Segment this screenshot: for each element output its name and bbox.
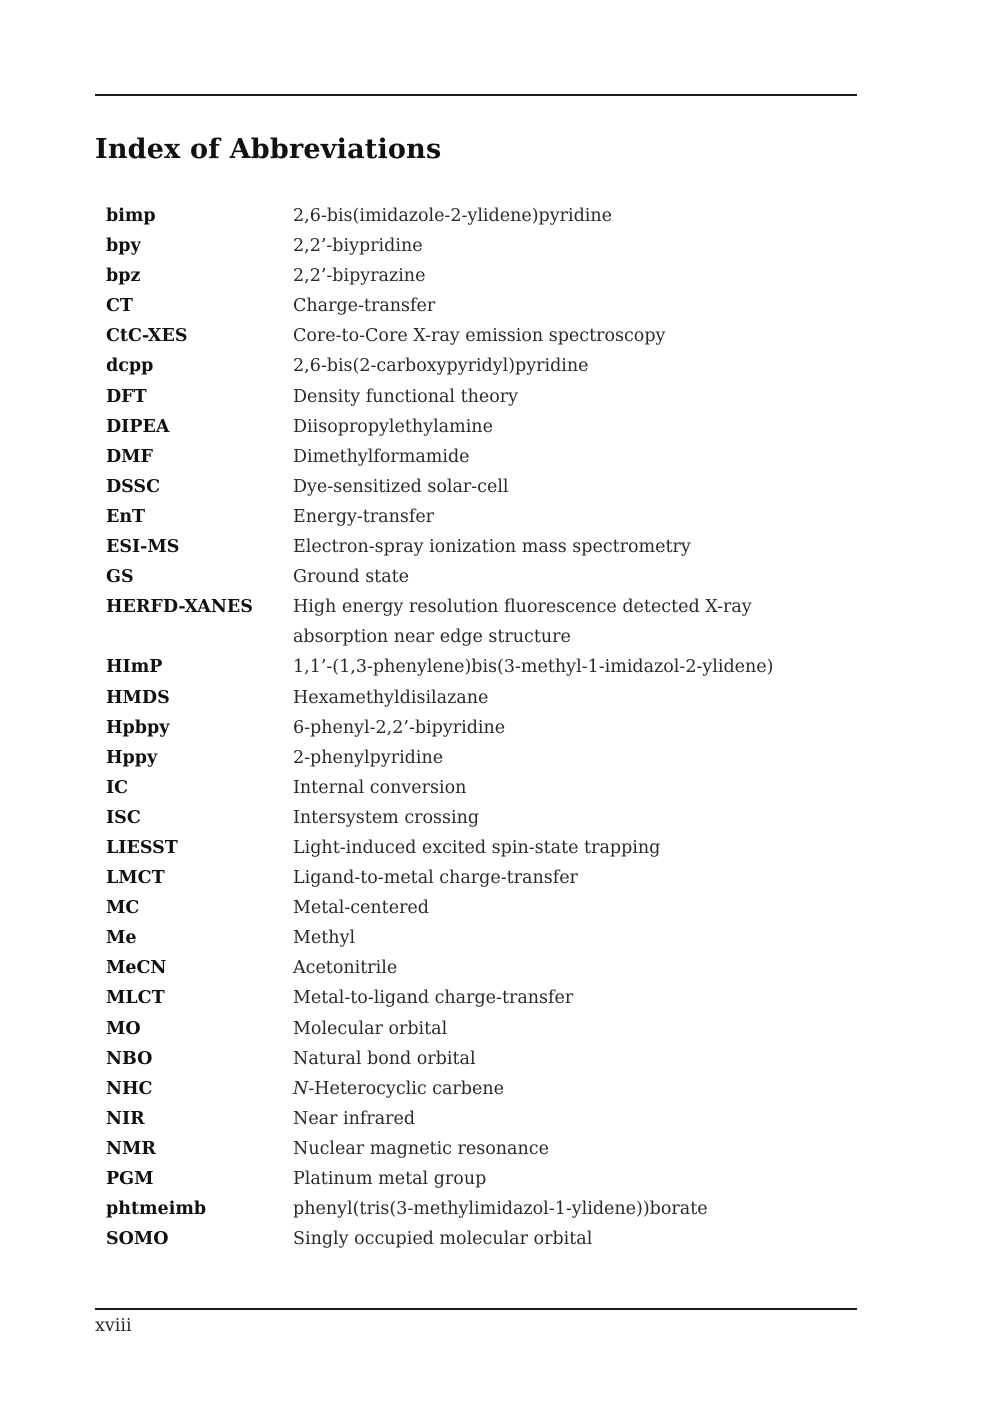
abbreviation: CtC-XES — [106, 326, 188, 347]
definition: Nuclear magnetic resonance — [293, 1138, 549, 1159]
list-item — [106, 532, 846, 562]
definition: 6-phenyl-2,2’-bipyridine — [293, 717, 506, 738]
definition: Internal conversion — [293, 777, 467, 798]
abbreviation: ISC — [106, 807, 141, 828]
list-item — [106, 442, 846, 472]
definition: Acetonitrile — [293, 958, 398, 979]
definition: Dimethylformamide — [293, 446, 470, 467]
list-item — [106, 1074, 846, 1104]
definition: 2,6-bis(imidazole-2-ylidene)pyridine — [293, 206, 613, 226]
list-item — [106, 743, 846, 773]
list-item — [106, 893, 846, 923]
abbreviation: NHC — [106, 1078, 153, 1099]
definition: Near infrared — [293, 1108, 416, 1129]
definition: Density functional theory — [293, 386, 519, 407]
definition: Metal-to-ligand charge-transfer — [293, 988, 574, 1009]
list-item — [106, 412, 846, 442]
header-rule — [95, 94, 857, 96]
list-item — [106, 472, 846, 502]
abbreviation: DSSC — [106, 476, 160, 497]
definition: Energy-transfer — [293, 506, 435, 527]
list-item — [106, 803, 846, 833]
definition-text: -Heterocyclic carbene — [308, 1078, 504, 1099]
footer-rule — [95, 1308, 857, 1310]
abbreviation: Hppy — [106, 747, 158, 768]
list-item — [106, 773, 846, 803]
list-item — [106, 923, 846, 953]
list-item — [106, 321, 846, 351]
list-item — [106, 683, 846, 713]
definition: Electron-spray ionization mass spectrometry — [293, 537, 691, 558]
abbreviation: Me — [106, 928, 137, 949]
list-item — [106, 953, 846, 983]
definition: Light-induced excited spin-state trapping — [293, 837, 661, 858]
abbreviation: HMDS — [106, 687, 170, 708]
list-item — [106, 592, 846, 652]
list-item — [106, 713, 846, 743]
list-item — [106, 1194, 846, 1224]
abbreviation: DFT — [106, 386, 147, 407]
definition: phenyl(tris(3-methylimidazol-1-ylidene))borate — [293, 1199, 708, 1220]
abbreviation: DIPEA — [106, 416, 170, 437]
definition: Ground state — [293, 567, 410, 588]
abbreviation: MLCT — [106, 988, 165, 1009]
abbreviation: NBO — [106, 1048, 153, 1069]
abbreviation: NIR — [106, 1108, 145, 1129]
abbreviation: dcpp — [106, 356, 154, 377]
list-item — [106, 1044, 846, 1074]
definition: Dye-sensitized solar-cell — [293, 476, 509, 497]
list-item — [106, 261, 846, 291]
definition: High energy resolution fluorescence detected X-ray absorption near edge structure — [293, 597, 752, 648]
abbreviation: bpz — [106, 266, 141, 287]
list-item — [106, 652, 846, 682]
abbreviation: MO — [106, 1018, 141, 1039]
abbreviation: phtmeimb — [106, 1199, 207, 1220]
abbreviation: ESI-MS — [106, 537, 180, 558]
definition: 2,2’-bipyrazine — [293, 266, 426, 287]
abbreviation: CT — [106, 296, 133, 317]
definition: Charge-transfer — [293, 296, 436, 317]
list-item — [106, 863, 846, 893]
definition: Hexamethyldisilazane — [293, 687, 489, 708]
abbreviation: DMF — [106, 446, 153, 467]
list-item — [106, 502, 846, 532]
definition: Diisopropylethylamine — [293, 416, 493, 437]
definition: 2,2’-biypridine — [293, 236, 423, 257]
abbreviation: SOMO — [106, 1229, 169, 1250]
abbreviation: bpy — [106, 236, 141, 257]
list-item — [106, 231, 846, 261]
definition: Molecular orbital — [293, 1018, 448, 1039]
abbreviation: NMR — [106, 1138, 156, 1159]
list-item — [106, 201, 846, 231]
page-title: Index of Abbreviations — [95, 134, 442, 165]
list-item — [106, 833, 846, 863]
abbreviation: GS — [106, 567, 134, 588]
list-item — [106, 1134, 846, 1164]
definition: 1,1’-(1,3-phenylene)bis(3-methyl-1-imidazol-2-ylidene) — [293, 657, 774, 678]
definition: 2-phenylpyridine — [293, 747, 444, 768]
abbreviation-list — [106, 201, 846, 1254]
list-item — [106, 291, 846, 321]
abbreviation: bimp — [106, 206, 156, 226]
abbreviation: LIESST — [106, 837, 178, 858]
abbreviation: HImP — [106, 657, 163, 678]
definition: Platinum metal group — [293, 1169, 487, 1189]
definition: Natural bond orbital — [293, 1048, 476, 1069]
list-item — [106, 1224, 846, 1254]
definition-italic-prefix: N — [293, 1078, 309, 1099]
definition: Intersystem crossing — [293, 807, 480, 828]
abbreviation: IC — [106, 777, 129, 798]
abbreviation: Hpbpy — [106, 717, 170, 738]
list-item — [106, 351, 846, 381]
list-item — [106, 382, 846, 412]
abbreviation: HERFD-XANES — [106, 597, 253, 618]
list-item — [106, 1014, 846, 1044]
definition: Ligand-to-metal charge-transfer — [293, 868, 578, 889]
definition: Metal-centered — [293, 898, 429, 919]
abbreviation: LMCT — [106, 868, 165, 889]
list-item — [106, 983, 846, 1013]
definition: Core-to-Core X-ray emission spectroscopy — [293, 326, 666, 347]
abbreviation: EnT — [106, 506, 146, 527]
abbreviation: PGM — [106, 1169, 154, 1189]
abbreviation: MeCN — [106, 958, 167, 979]
list-item — [106, 562, 846, 592]
abbreviation: MC — [106, 898, 140, 919]
list-item — [106, 1164, 846, 1194]
definition — [293, 1074, 846, 1104]
page-number: xviii — [95, 1316, 132, 1336]
definition: Singly occupied molecular orbital — [293, 1229, 593, 1250]
list-item — [106, 1104, 846, 1134]
definition: 2,6-bis(2-carboxypyridyl)pyridine — [293, 356, 589, 377]
definition: Methyl — [293, 928, 356, 949]
